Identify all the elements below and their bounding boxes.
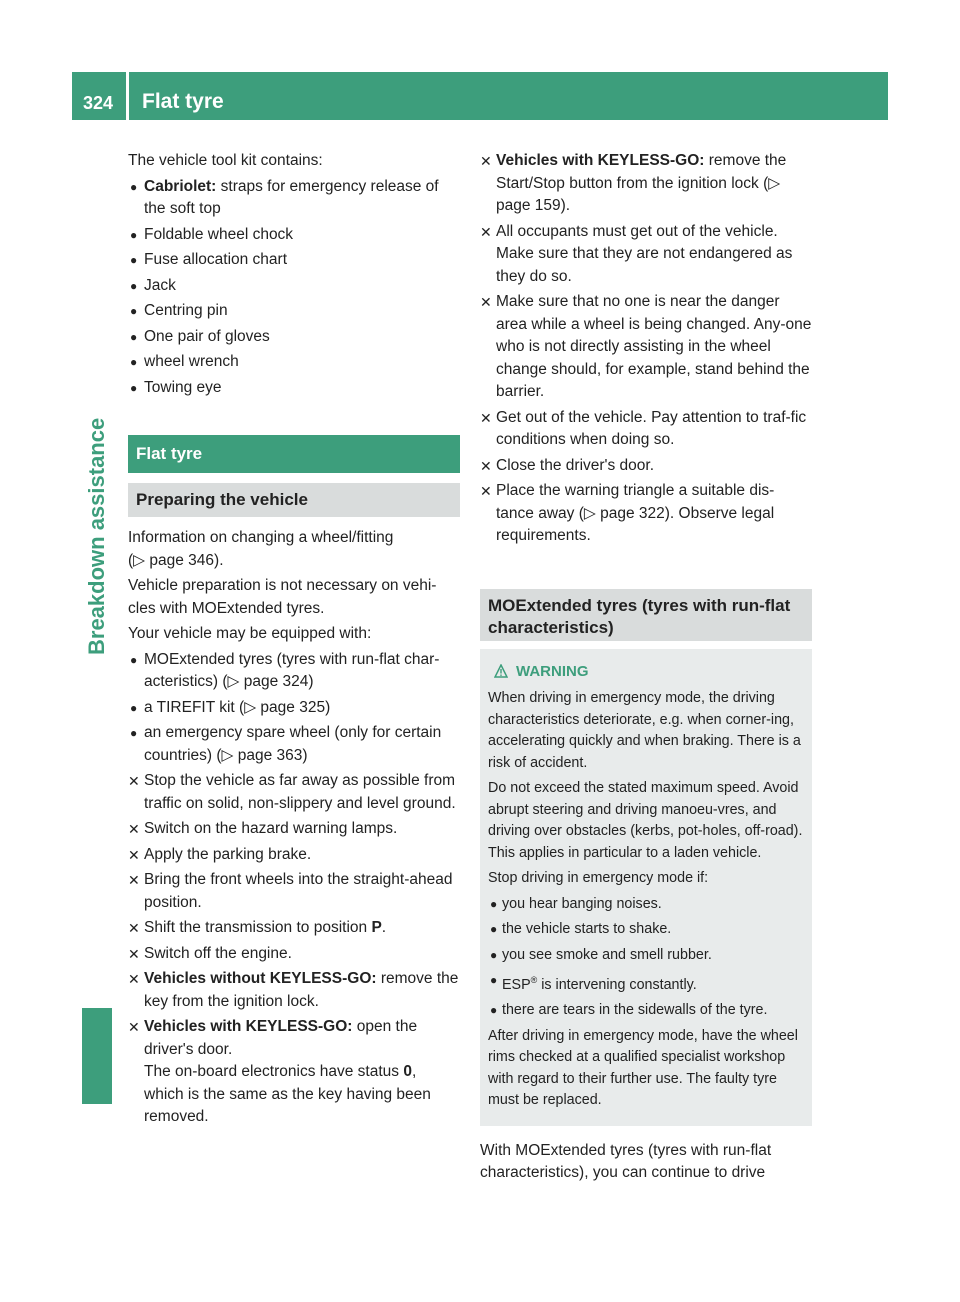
list-item: ● Towing eye [128, 377, 460, 400]
bullet-icon: ● [130, 329, 138, 344]
list-item: ● ESP® is intervening constantly. [488, 970, 804, 996]
list-item: ● Foldable wheel chock [128, 224, 460, 247]
bullet-icon: ● [490, 922, 498, 936]
list-item: ● you see smoke and smell rubber. [488, 945, 804, 967]
list-item: ● One pair of gloves [128, 326, 460, 349]
toolkit-intro: The vehicle tool kit contains: [128, 152, 323, 169]
step-item: ✕ Apply the parking brake. [128, 844, 460, 867]
equipped-intro: Your vehicle may be equipped with: [128, 625, 372, 642]
step-item: ✕ Make sure that no one is near the danger area while a wheel is being changed. Any-one who is not directly assisting in the wheel change should, for example, stand behind the barrier. [480, 293, 812, 400]
step-item: ✕ Switch off the engine. [128, 943, 460, 966]
bullet-icon: ● [490, 947, 498, 962]
list-item: ● an emergency spare wheel (only for certain countries) (▷ page 363) [130, 724, 442, 764]
prep-note: Vehicle preparation is not necessary on vehi-cles with MOExtended tyres. [128, 577, 437, 617]
step-item: ✕ All occupants must get out of the vehicle. Make sure that they are not endangered as they do so. [480, 222, 793, 285]
bullet-icon: ● [130, 380, 138, 395]
list-item: ● there are tears in the sidewalls of the tyre. [488, 1000, 804, 1022]
page-title: Flat tyre [142, 90, 224, 113]
step-item: ✕ Shift the transmission to position P. [128, 917, 460, 940]
list-item: ● Fuse allocation chart [128, 249, 460, 272]
bullet-icon: ● [130, 726, 138, 740]
warning-triangle-icon [494, 664, 508, 678]
bullet-icon: ● [130, 652, 138, 667]
bullet-icon: ● [130, 700, 138, 715]
step-arrow-icon: ✕ [480, 153, 492, 169]
header-divider [126, 72, 129, 120]
step-arrow-icon: ✕ [128, 971, 140, 987]
list-item: ● Centring pin [128, 300, 460, 323]
warning-text: After driving in emergency mode, have the wheel rims checked at a qualified specialist workshop with regard to their further use. The faulty tyre must be replaced. [488, 1027, 798, 1109]
step-arrow-icon: ✕ [480, 457, 492, 474]
step-arrow-icon: ✕ [480, 409, 492, 426]
step-item: ✕ Vehicles with KEYLESS-GO: remove the Start/Stop button from the ignition lock (▷ page 159). [480, 152, 787, 214]
bullet-icon: ● [130, 227, 138, 242]
bullet-icon: ● [490, 973, 498, 987]
bullet-icon: ● [130, 253, 138, 267]
step-arrow-icon: ✕ [480, 223, 492, 240]
step-item: ✕ Stop the vehicle as far away as possible from traffic on solid, non-slippery and level ground. [128, 772, 456, 812]
step-item: ✕ Switch on the hazard warning lamps. [128, 818, 460, 841]
bullet-icon: ● [130, 278, 138, 293]
section-title-moextended: MOExtended tyres (tyres with run-flat characteristics) [480, 589, 812, 641]
warning-header: WARNING [494, 661, 804, 683]
page-number: 324 [83, 93, 114, 113]
step-item: ✕ Close the driver's door. [480, 455, 812, 478]
left-column [128, 150, 460, 1132]
step-arrow-icon: ✕ [128, 872, 140, 888]
side-tab-label: Breakdown assistance [84, 417, 109, 655]
warning-text: Stop driving in emergency mode if: [488, 870, 709, 886]
list-item: ● a TIREFIT kit (▷ page 325) [128, 697, 460, 720]
list-item: ● MOExtended tyres (tyres with run-flat char-acteristics) (▷ page 324) [130, 650, 440, 690]
closing-text: With MOExtended tyres (tyres with run-flat characteristics), you can continue to drive [480, 1141, 772, 1182]
subsection-title-preparing: Preparing the vehicle [128, 483, 460, 518]
right-column [480, 150, 812, 1188]
step-arrow-icon: ✕ [128, 821, 140, 837]
bullet-icon: ● [130, 179, 138, 194]
info-text: Information on changing a wheel/fitting (▷ page 346). [128, 529, 394, 569]
step-item: ✕ Bring the front wheels into the straight-ahead position. [128, 871, 453, 911]
step-arrow-icon: ✕ [128, 945, 140, 962]
step-item: ✕ Vehicles without KEYLESS-GO: remove the key from the ignition lock. [128, 970, 459, 1010]
step-item: ✕ Place the warning triangle a suitable dis-tance away (▷ page 322). Observe legal requirements. [480, 482, 775, 544]
list-item: ● Cabriolet: straps for emergency release of the soft top [130, 177, 439, 217]
list-item: ● the vehicle starts to shake. [488, 919, 804, 941]
step-arrow-icon: ✕ [128, 773, 140, 789]
bullet-icon: ● [130, 355, 138, 369]
bullet-icon: ● [130, 304, 138, 318]
bullet-icon: ● [490, 896, 498, 911]
warning-text: When driving in emergency mode, the driving characteristics deteriorate, e.g. when corner-ing, accelerating quickly and when braking. There is a risk of accident. [488, 690, 801, 771]
step-arrow-icon: ✕ [128, 1019, 140, 1035]
step-arrow-icon: ✕ [128, 846, 140, 863]
list-item: ● you hear banging noises. [488, 894, 804, 916]
side-tab-block [82, 1008, 112, 1104]
bullet-icon: ● [490, 1003, 498, 1018]
section-title-flat-tyre: Flat tyre [128, 435, 460, 473]
warning-text: Do not exceed the stated maximum speed. Avoid abrupt steering and driving manoeu-vres, and driving over obstacles (kerbs, pot-holes, off-road). This applies in particular to a laden vehicle. [488, 780, 803, 861]
step-arrow-icon: ✕ [480, 483, 492, 499]
list-item: ● Jack [128, 275, 460, 298]
step-item: ✕ Vehicles with KEYLESS-GO: open the driver's door. The on-board electronics have status 0, which is the same as the key having been removed. [128, 1018, 431, 1125]
step-item: ✕ Get out of the vehicle. Pay attention to traf-fic conditions when doing so. [480, 408, 807, 448]
list-item: ● wheel wrench [128, 351, 460, 374]
step-arrow-icon: ✕ [128, 920, 140, 936]
warning-box [480, 649, 812, 1126]
step-arrow-icon: ✕ [480, 294, 492, 310]
